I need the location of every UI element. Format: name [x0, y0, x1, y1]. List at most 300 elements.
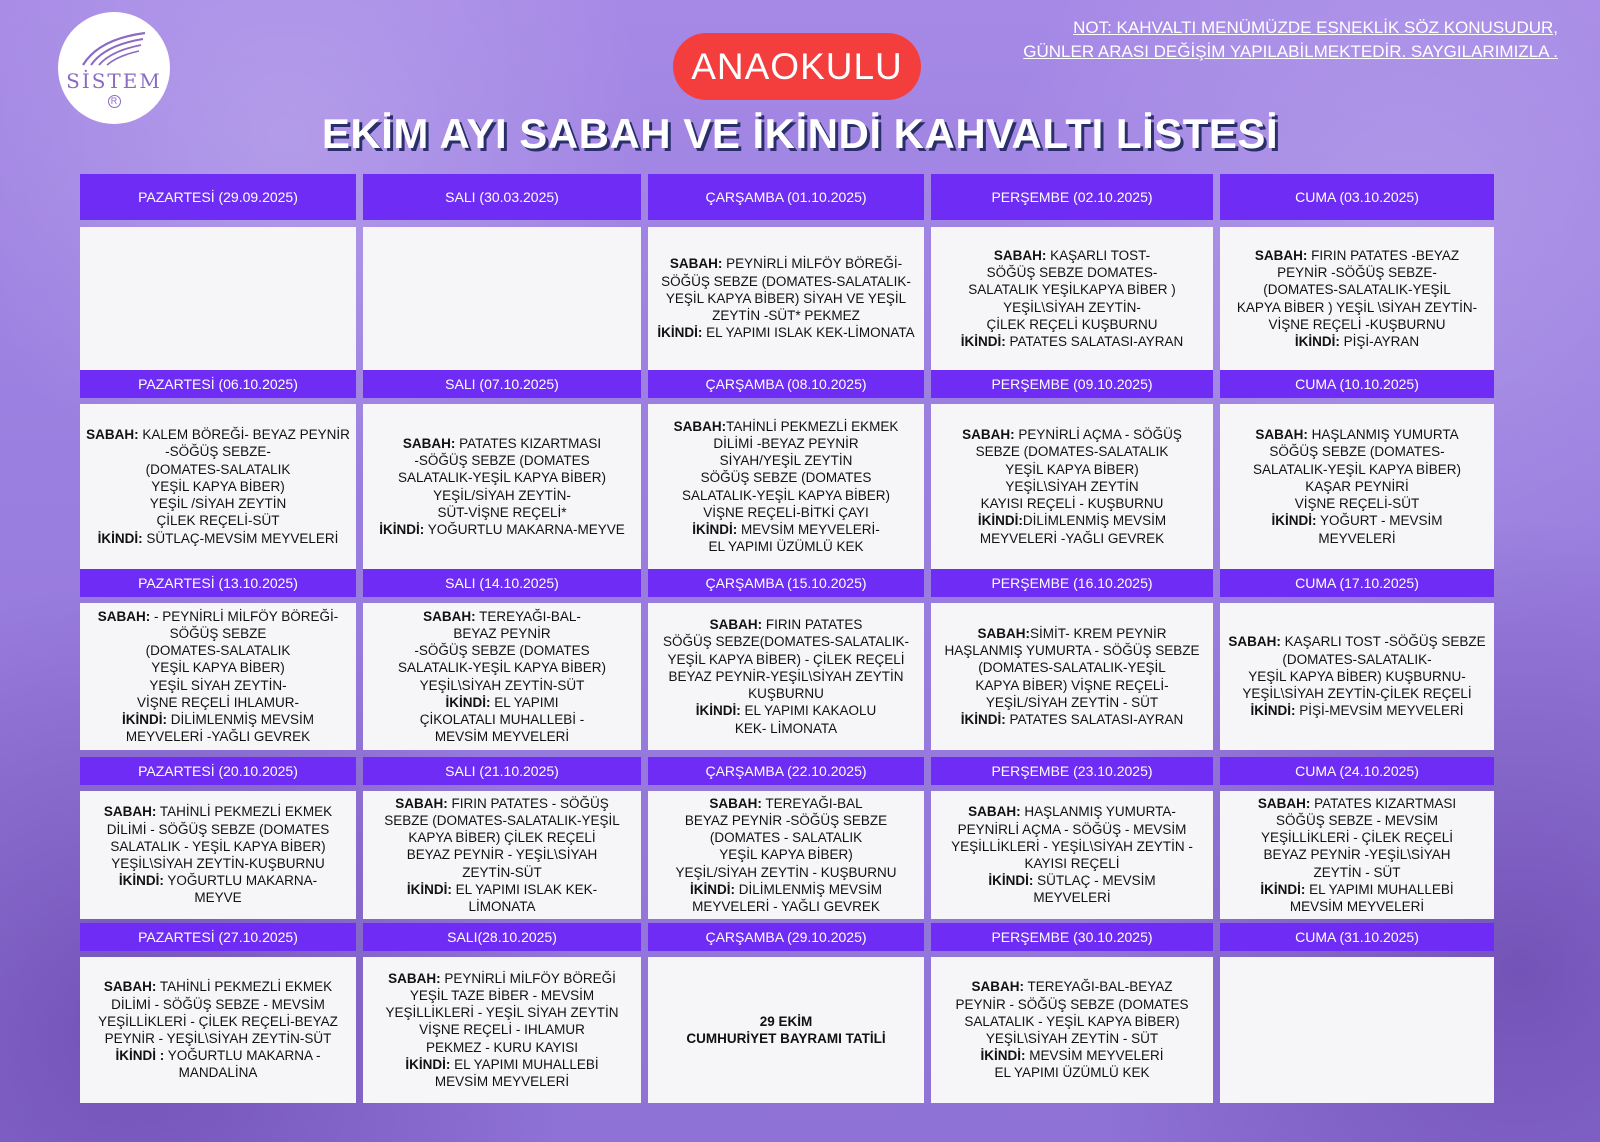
- menu-text: MEYVELERİ - YAĞLI GEVREK: [692, 899, 880, 914]
- menu-text: KEK- LİMONATA: [734, 720, 838, 736]
- menu-text: SİYAH/YEŞİL ZEYTİN: [719, 453, 853, 469]
- menu-text: SÖĞÜŞ SEBZE: [169, 625, 267, 641]
- day-header: SALI (07.10.2025): [363, 370, 641, 398]
- menu-text: VİŞNE REÇELİ IHLAMUR-: [136, 694, 300, 710]
- menu-line: [410, 987, 594, 1004]
- day-menu-cell: [1220, 227, 1494, 370]
- menu-line: [951, 838, 1193, 855]
- menu-line: [405, 1056, 598, 1073]
- menu-text: YEŞİLLİKLERİ - ÇİLEK REÇELİ-BEYAZ: [98, 1013, 338, 1029]
- menu-text: SÜTLAÇ - MEVSİM: [1033, 873, 1156, 889]
- menu-text: YEŞİLLİKLERİ - YEŞİL SİYAH ZEYTİN: [385, 1005, 619, 1021]
- menu-line: [453, 625, 550, 642]
- menu-text: (DOMATES-SALATALIK-YEŞİL: [1263, 282, 1451, 298]
- menu-text: BEYAZ PEYNİR - YEŞİL\SİYAH: [406, 847, 598, 863]
- menu-line: [137, 694, 299, 711]
- day-menu-cell: [1220, 791, 1494, 919]
- day-header: CUMA (17.10.2025): [1220, 569, 1494, 597]
- menu-text: PİŞİ-AYRAN: [1339, 333, 1420, 349]
- menu-text: MEVSİM MEYVELERİ: [434, 1074, 570, 1089]
- menu-text: HAŞLANMIŞ YUMURTA-: [1020, 804, 1176, 820]
- menu-line: [713, 435, 858, 452]
- day-menu-cell: [931, 227, 1213, 370]
- menu-text: SÖĞÜŞ SEBZE (DOMATES-SALATALIK-: [661, 273, 911, 289]
- menu-line: [1314, 864, 1401, 881]
- note-line: NOT: KAHVALTI MENÜMÜZDE ESNEKLİK SÖZ KONUSUDUR,: [1073, 18, 1558, 37]
- menu-line: [407, 881, 597, 898]
- menu-text: YEŞİL/SİYAH ZEYTİN - SÜT: [985, 694, 1159, 710]
- menu-line: [968, 803, 1176, 820]
- afternoon-label: İKİNDİ:: [657, 325, 703, 341]
- day-header: PERŞEMBE (16.10.2025): [931, 569, 1213, 597]
- menu-line: [708, 538, 863, 555]
- menu-line: [675, 864, 896, 881]
- menu-line: [407, 846, 598, 863]
- menu-line: [1237, 299, 1477, 316]
- menu-line: [151, 659, 285, 676]
- afternoon-label: İKİNDİ:: [692, 521, 738, 537]
- menu-text: FIRIN PATATES - SÖĞÜŞ: [447, 795, 609, 811]
- menu-text: MEYVELERİ: [1033, 890, 1111, 906]
- menu-text: YOĞURTLU MAKARNA-MEYVE: [424, 521, 625, 537]
- day-header-row: [80, 569, 1494, 597]
- menu-line: [1248, 668, 1466, 685]
- menu-line: [1290, 898, 1424, 915]
- afternoon-label: İKİNDİ:: [97, 530, 143, 546]
- day-header: PERŞEMBE (30.10.2025): [931, 923, 1213, 951]
- menu-line: [126, 728, 310, 745]
- afternoon-label: İKİNDİ :: [115, 1048, 165, 1064]
- logo-text: SİSTEM: [66, 68, 162, 93]
- afternoon-label: İKİNDİ:: [445, 694, 491, 710]
- day-header: ÇARŞAMBA (29.10.2025): [648, 923, 924, 951]
- menu-line: [690, 881, 882, 898]
- menu-text: -SÖĞÜŞ SEBZE (DOMATES: [414, 453, 590, 469]
- menu-line: [104, 803, 332, 820]
- school-level-badge: ANAOKULU: [673, 33, 921, 100]
- menu-text: (DOMATES-SALATALIK-YEŞİL: [978, 660, 1166, 676]
- menu-line: [111, 996, 325, 1013]
- holiday-text: CUMHURİYET BAYRAMI TATİLİ: [686, 1031, 886, 1046]
- menu-text: SÖĞÜŞ SEBZE(DOMATES-SALATALIK-: [662, 634, 910, 650]
- menu-line: [420, 677, 585, 694]
- day-menu-row: [80, 227, 1494, 370]
- menu-text: DİLİMLENMİŞ MEVSİM: [1022, 513, 1167, 529]
- day-menu-cell: [648, 957, 924, 1103]
- menu-line: [958, 821, 1187, 838]
- menu-text: TEREYAĞI-BAL-: [475, 608, 581, 624]
- menu-text: TEREYAĞI-BAL: [761, 795, 863, 811]
- menu-text: VİŞNE REÇELİ - IHLAMUR: [419, 1022, 585, 1038]
- menu-text: PİŞİ-MEVSİM MEYVELERİ: [1295, 703, 1464, 719]
- afternoon-label: İKİNDİ:: [1260, 881, 1306, 897]
- day-menu-cell: [648, 404, 924, 569]
- menu-line: [1242, 685, 1471, 702]
- week-block: [80, 370, 1494, 569]
- menu-line: [986, 1030, 1158, 1047]
- menu-text: VİŞNE REÇELİ-BİTKİ ÇAYI: [703, 504, 869, 520]
- menu-line: [1250, 702, 1463, 719]
- morning-label: SABAH:: [962, 427, 1015, 443]
- menu-line: [709, 795, 862, 812]
- menu-text: EL YAPIMI MUHALLEBİ: [1305, 881, 1454, 897]
- day-header: SALI(28.10.2025): [363, 923, 641, 951]
- menu-line: [433, 487, 571, 504]
- menu-line: [110, 838, 325, 855]
- day-header: CUMA (10.10.2025): [1220, 370, 1494, 398]
- menu-text: BEYAZ PEYNİR -YEŞİL\SİYAH: [1263, 847, 1451, 863]
- menu-line: [710, 616, 863, 633]
- menu-text: KAPYA BİBER ) YEŞİL \SİYAH ZEYTİN-: [1236, 299, 1478, 315]
- menu-line: [663, 633, 909, 650]
- menu-line: [1024, 855, 1119, 872]
- menu-line: [1253, 461, 1461, 478]
- menu-line: [1305, 478, 1409, 495]
- menu-text: KAŞAR PEYNİRİ: [1305, 478, 1409, 494]
- day-menu-cell: [931, 603, 1213, 750]
- menu-text: SÖĞÜŞ SEBZE (DOMATES: [700, 470, 872, 486]
- afternoon-label: İKİNDİ:: [695, 703, 741, 719]
- menu-text: KAPYA BİBER) ÇİLEK REÇELİ: [408, 830, 596, 846]
- morning-label: SABAH:: [103, 979, 157, 995]
- menu-text: PEYNİR - YEŞİL\SİYAH ZEYTİN-SÜT: [104, 1031, 332, 1046]
- menu-text: YEŞİL SİYAH ZEYTİN-: [149, 677, 287, 693]
- menu-line: [1318, 530, 1395, 547]
- menu-line: [1276, 812, 1438, 829]
- menu-line: [986, 694, 1158, 711]
- menu-line: [986, 316, 1157, 333]
- menu-line: [685, 812, 887, 829]
- menu-line: [170, 625, 267, 642]
- menu-line: [657, 324, 914, 341]
- menu-line: [666, 290, 906, 307]
- menu-text: FIRIN PATATES -BEYAZ: [1307, 247, 1460, 263]
- menu-text: TAHİNLİ PEKMEZLİ EKMEK: [156, 804, 333, 820]
- menu-text: SALATALIK - YEŞİL KAPYA BİBER): [110, 838, 326, 854]
- menu-line: [696, 702, 877, 719]
- week-block: [80, 757, 1494, 919]
- menu-text: PEYNİRLİ AÇMA - SÖĞÜŞ - MEVSİM: [957, 821, 1187, 837]
- menu-text: ÇİKOLATALI MUHALLEBİ -: [419, 711, 585, 727]
- logo-wings-icon: [77, 29, 151, 67]
- day-menu-cell: [931, 791, 1213, 919]
- menu-line: [420, 711, 585, 728]
- menu-text: PEYNİRLİ MİLFÖY BÖREĞİ-: [722, 256, 903, 272]
- menu-line: [379, 521, 625, 538]
- menu-line: [403, 435, 601, 452]
- menu-text: YEŞİL\SİYAH ZEYTİN-KUŞBURNU: [111, 856, 325, 871]
- menu-line: [964, 1013, 1179, 1030]
- menu-text: DİLİMLENMİŞ MEVSİM: [734, 881, 883, 897]
- afternoon-label: İKİNDİ:: [980, 1048, 1026, 1064]
- menu-text: SALATALIK-YEŞİL KAPYA BİBER): [397, 470, 607, 486]
- day-menu-cell: [931, 404, 1213, 569]
- menu-text: KAŞARLI TOST -SÖĞÜŞ SEBZE: [1280, 634, 1486, 650]
- afternoon-label: İKİNDİ:: [405, 1056, 451, 1072]
- day-header: PAZARTESİ (20.10.2025): [80, 757, 356, 785]
- menu-line: [674, 418, 899, 435]
- day-header: SALI (21.10.2025): [363, 757, 641, 785]
- menu-text: BEYAZ PEYNİR -SÖĞÜŞ SEBZE: [684, 812, 888, 828]
- menu-text: - PEYNİRLİ MİLFÖY BÖREĞİ-: [150, 608, 339, 624]
- morning-label: SABAH:: [971, 979, 1024, 995]
- menu-text: PEKMEZ - KURU KAYISI: [425, 1039, 579, 1055]
- menu-line: [1005, 478, 1138, 495]
- menu-text: (DOMATES-SALATALIK: [145, 643, 291, 659]
- menu-line: [692, 898, 880, 915]
- menu-line: [398, 469, 606, 486]
- menu-text: YEŞİL/SİYAH ZEYTİN-: [433, 487, 571, 503]
- menu-line: [712, 307, 860, 324]
- menu-line: [735, 720, 837, 737]
- day-menu-row: [80, 603, 1494, 750]
- menu-text: KAYISI REÇELİ: [1024, 856, 1120, 871]
- menu-text: YEŞİL\SİYAH ZEYTİN - SÜT: [985, 1031, 1159, 1046]
- menu-line: [105, 1030, 332, 1047]
- day-header: ÇARŞAMBA (15.10.2025): [648, 569, 924, 597]
- menu-text: YEŞİL\SİYAH ZEYTİN: [1005, 478, 1139, 494]
- menu-text: PATATES SALATASI-AYRAN: [1005, 333, 1184, 349]
- menu-line: [1269, 443, 1444, 460]
- menu-text: MEYVELERİ -YAĞLI GEVREK: [979, 530, 1165, 546]
- afternoon-label: İKİNDİ:: [1250, 703, 1296, 719]
- day-header: CUMA (03.10.2025): [1220, 174, 1494, 220]
- menu-text: BEYAZ PEYNİR-YEŞİL\SİYAH ZEYTİN: [668, 668, 904, 684]
- menu-line: [107, 821, 330, 838]
- day-header: ÇARŞAMBA (01.10.2025): [648, 174, 924, 220]
- menu-line: [1260, 881, 1453, 898]
- morning-label: SABAH:: [977, 625, 1030, 641]
- menu-text: YOĞURTLU MAKARNA -: [164, 1048, 321, 1064]
- menu-text: MEYVELERİ -YAĞLI GEVREK: [125, 729, 311, 745]
- menu-text: PEYNİRLİ AÇMA - SÖĞÜŞ: [1014, 427, 1182, 443]
- menu-line: [1295, 495, 1420, 512]
- day-menu-cell: [80, 603, 356, 750]
- menu-text: TAHİNLİ PEKMEZLİ EKMEK: [156, 979, 333, 995]
- menu-text: MEVSİM MEYVELERİ: [434, 729, 570, 745]
- afternoon-label: İKİNDİ:: [121, 711, 167, 727]
- day-menu-cell: [1220, 404, 1494, 569]
- menu-text: SALATALIK - YEŞİL KAPYA BİBER): [964, 1013, 1180, 1029]
- afternoon-label: İKİNDİ:: [406, 881, 452, 897]
- holiday-text: 29 EKİM: [759, 1014, 813, 1029]
- menu-line: [710, 829, 862, 846]
- menu-line: [944, 642, 1199, 659]
- menu-line: [419, 1021, 585, 1038]
- morning-label: SABAH:: [395, 795, 448, 811]
- menu-line: [437, 504, 566, 521]
- menu-text: YOĞURTLU MAKARNA-: [163, 873, 318, 889]
- menu-line: [426, 1039, 578, 1056]
- day-menu-cell: [80, 791, 356, 919]
- menu-line: [961, 711, 1184, 728]
- menu-text: YEŞİL KAPYA BİBER) SİYAH VE YEŞİL: [665, 290, 907, 306]
- menu-line: [987, 264, 1158, 281]
- menu-text: MEYVELERİ: [1318, 530, 1396, 546]
- day-menu-cell: [363, 603, 641, 750]
- menu-text: PATATES KIZARTMASI: [1310, 795, 1457, 811]
- menu-text: PATATES SALATASI-AYRAN: [1005, 711, 1184, 727]
- menu-line: [978, 512, 1166, 529]
- day-menu-cell: [363, 404, 641, 569]
- menu-line: [961, 333, 1184, 350]
- day-header-row: [80, 174, 1494, 220]
- menu-line: [1033, 889, 1110, 906]
- day-header: SALI (14.10.2025): [363, 569, 641, 597]
- day-header: SALI (30.03.2025): [363, 174, 641, 220]
- morning-label: SABAH:: [97, 608, 151, 624]
- menu-line: [445, 694, 558, 711]
- day-header: PAZARTESİ (27.10.2025): [80, 923, 356, 951]
- morning-label: SABAH:: [103, 804, 157, 820]
- afternoon-label: İKİNDİ:: [1271, 513, 1317, 529]
- menu-text: YEŞİLLİKLERİ - ÇİLEK REÇELİ: [1260, 830, 1454, 846]
- day-header-row: [80, 923, 1494, 951]
- menu-line: [414, 642, 589, 659]
- menu-line: [385, 1004, 618, 1021]
- registered-icon: R: [108, 95, 121, 108]
- menu-line: [149, 677, 286, 694]
- menu-line: [988, 872, 1155, 889]
- menu-line: [980, 1047, 1163, 1064]
- menu-text: SEBZE (DOMATES-SALATALIK: [975, 444, 1169, 460]
- menu-line: [667, 651, 904, 668]
- afternoon-label: İKİNDİ:: [988, 873, 1034, 889]
- day-header: ÇARŞAMBA (08.10.2025): [648, 370, 924, 398]
- afternoon-label: İKİNDİ:: [1294, 333, 1340, 349]
- menu-line: [1263, 846, 1450, 863]
- morning-label: SABAH:: [673, 418, 727, 434]
- menu-text: YEŞİLLİKLERİ - YEŞİL\SİYAH ZEYTİN -: [951, 838, 1193, 854]
- menu-text: SALATALIK YEŞİLKAPYA BİBER ): [968, 282, 1176, 298]
- menu-text: FIRIN PATATES: [762, 617, 863, 633]
- menu-text: KALEM BÖREĞİ- BEYAZ PEYNİR: [138, 427, 350, 443]
- menu-line: [179, 1064, 258, 1081]
- menu-text: MEVSİM MEYVELERİ-: [737, 521, 880, 537]
- menu-text: YEŞİL /SİYAH ZEYTİN: [149, 496, 287, 512]
- menu-line: [955, 996, 1188, 1013]
- menu-line: [408, 829, 595, 846]
- menu-text: SALATALIK-YEŞİL KAPYA BİBER): [397, 660, 607, 676]
- day-header-row: [80, 757, 1494, 785]
- morning-label: SABAH:: [402, 435, 456, 451]
- menu-text: YEŞİL TAZE BİBER - MEVSİM: [409, 987, 595, 1003]
- day-header: PERŞEMBE (09.10.2025): [931, 370, 1213, 398]
- menu-text: -SÖĞÜŞ SEBZE-: [165, 444, 271, 460]
- menu-text: MEVSİM MEYVELERİ: [1289, 899, 1425, 914]
- menu-line: [994, 247, 1150, 264]
- menu-text: PEYNİR - SÖĞÜŞ SEBZE (DOMATES: [955, 996, 1189, 1012]
- day-menu-cell: [1220, 957, 1494, 1103]
- menu-line: [692, 521, 880, 538]
- afternoon-label: İKİNDİ:: [960, 711, 1006, 727]
- menu-text: LİMONATA: [468, 899, 536, 914]
- day-menu-cell: [80, 227, 356, 370]
- afternoon-label: İKİNDİ:: [379, 521, 425, 537]
- menu-line: [994, 1064, 1149, 1081]
- menu-text: DİLİMLENMİŞ MEVSİM: [166, 711, 315, 727]
- menu-line: [86, 426, 350, 443]
- morning-label: SABAH:: [86, 427, 139, 443]
- menu-line: [1255, 247, 1459, 264]
- morning-label: SABAH:: [968, 804, 1021, 820]
- morning-label: SABAH:: [1257, 795, 1311, 811]
- menu-line: [977, 625, 1166, 642]
- menu-text: -SÖĞÜŞ SEBZE (DOMATES: [414, 643, 590, 659]
- menu-text: EL YAPIMI ÜZÜMLÜ KEK: [994, 1065, 1150, 1081]
- menu-text: (DOMATES-SALATALIK: [145, 461, 291, 477]
- menu-text: SİMİT- KREM PEYNİR: [1029, 625, 1167, 641]
- day-menu-cell: [1220, 603, 1494, 750]
- day-header: CUMA (31.10.2025): [1220, 923, 1494, 951]
- morning-label: SABAH:: [1228, 634, 1281, 650]
- menu-line: [98, 1013, 338, 1030]
- menu-line: [1282, 651, 1431, 668]
- day-menu-row: [80, 404, 1494, 569]
- menu-line: [661, 273, 911, 290]
- menu-line: [701, 469, 872, 486]
- menu-text: DİLİMİ -BEYAZ PEYNİR: [713, 435, 859, 451]
- day-menu-cell: [931, 957, 1213, 1103]
- menu-line: [975, 677, 1168, 694]
- menu-text: VİŞNE REÇELİ-SÜT: [1294, 496, 1420, 512]
- menu-text: EL YAPIMI ISLAK KEK-LİMONATA: [702, 325, 915, 341]
- menu-text: YEŞİL/SİYAH ZEYTİN - KUŞBURNU: [675, 864, 897, 880]
- day-header: PAZARTESİ (13.10.2025): [80, 569, 356, 597]
- menu-line: [194, 889, 241, 906]
- menu-text: YEŞİL KAPYA BİBER) - ÇİLEK REÇELİ: [667, 651, 905, 667]
- menu-line: [1268, 316, 1445, 333]
- menu-line: [122, 711, 314, 728]
- menu-text: SÖĞÜŞ SEBZE (DOMATES-: [1269, 444, 1445, 460]
- menu-line: [150, 495, 287, 512]
- menu-text: SÖĞÜŞ SEBZE - MEVSİM: [1275, 812, 1439, 828]
- day-menu-cell: [648, 227, 924, 370]
- menu-line: [962, 426, 1182, 443]
- day-menu-cell: [80, 957, 356, 1103]
- menu-text: YEŞİL\SİYAH ZEYTİN-: [1003, 299, 1141, 315]
- menu-text: (DOMATES - SALATALIK: [709, 830, 863, 846]
- morning-label: SABAH:: [1254, 247, 1308, 263]
- day-header: ÇARŞAMBA (22.10.2025): [648, 757, 924, 785]
- menu-line: [668, 668, 903, 685]
- menu-line: [1295, 333, 1419, 350]
- week-block: [80, 923, 1494, 1103]
- menu-text: YEŞİL KAPYA BİBER): [151, 478, 285, 494]
- menu-text: KUŞBURNU: [748, 686, 824, 702]
- menu-line: [104, 978, 332, 995]
- menu-line: [1258, 795, 1456, 812]
- menu-text: KAŞARLI TOST-: [1046, 247, 1151, 263]
- menu-text: PEYNİR -SÖĞÜŞ SEBZE-: [1277, 265, 1437, 281]
- menu-line: [703, 504, 869, 521]
- menu-line: [719, 846, 853, 863]
- menu-line: [1005, 461, 1139, 478]
- menu-line: [435, 728, 569, 745]
- afternoon-label: İKİNDİ:: [977, 513, 1023, 529]
- menu-line: [670, 255, 902, 272]
- menu-text: PEYNİRLİ MİLFÖY BÖREĞİ: [440, 970, 616, 986]
- menu-text: SALATALIK-YEŞİL KAPYA BİBER): [681, 487, 891, 503]
- menu-text: SALATALIK-YEŞİL KAPYA BİBER): [1252, 461, 1462, 477]
- menu-text: YEŞİL\SİYAH ZEYTİN-SÜT: [419, 677, 585, 693]
- day-header-row: [80, 370, 1494, 398]
- menu-text: ZEYTİN -SÜT* PEKMEZ: [712, 308, 860, 324]
- day-header: PAZARTESİ (29.09.2025): [80, 174, 356, 220]
- menu-text: (DOMATES-SALATALIK-: [1282, 651, 1432, 667]
- menu-text: DİLİMİ - SÖĞÜŞ SEBZE - MEVSİM: [111, 996, 325, 1012]
- menu-line: [119, 872, 317, 889]
